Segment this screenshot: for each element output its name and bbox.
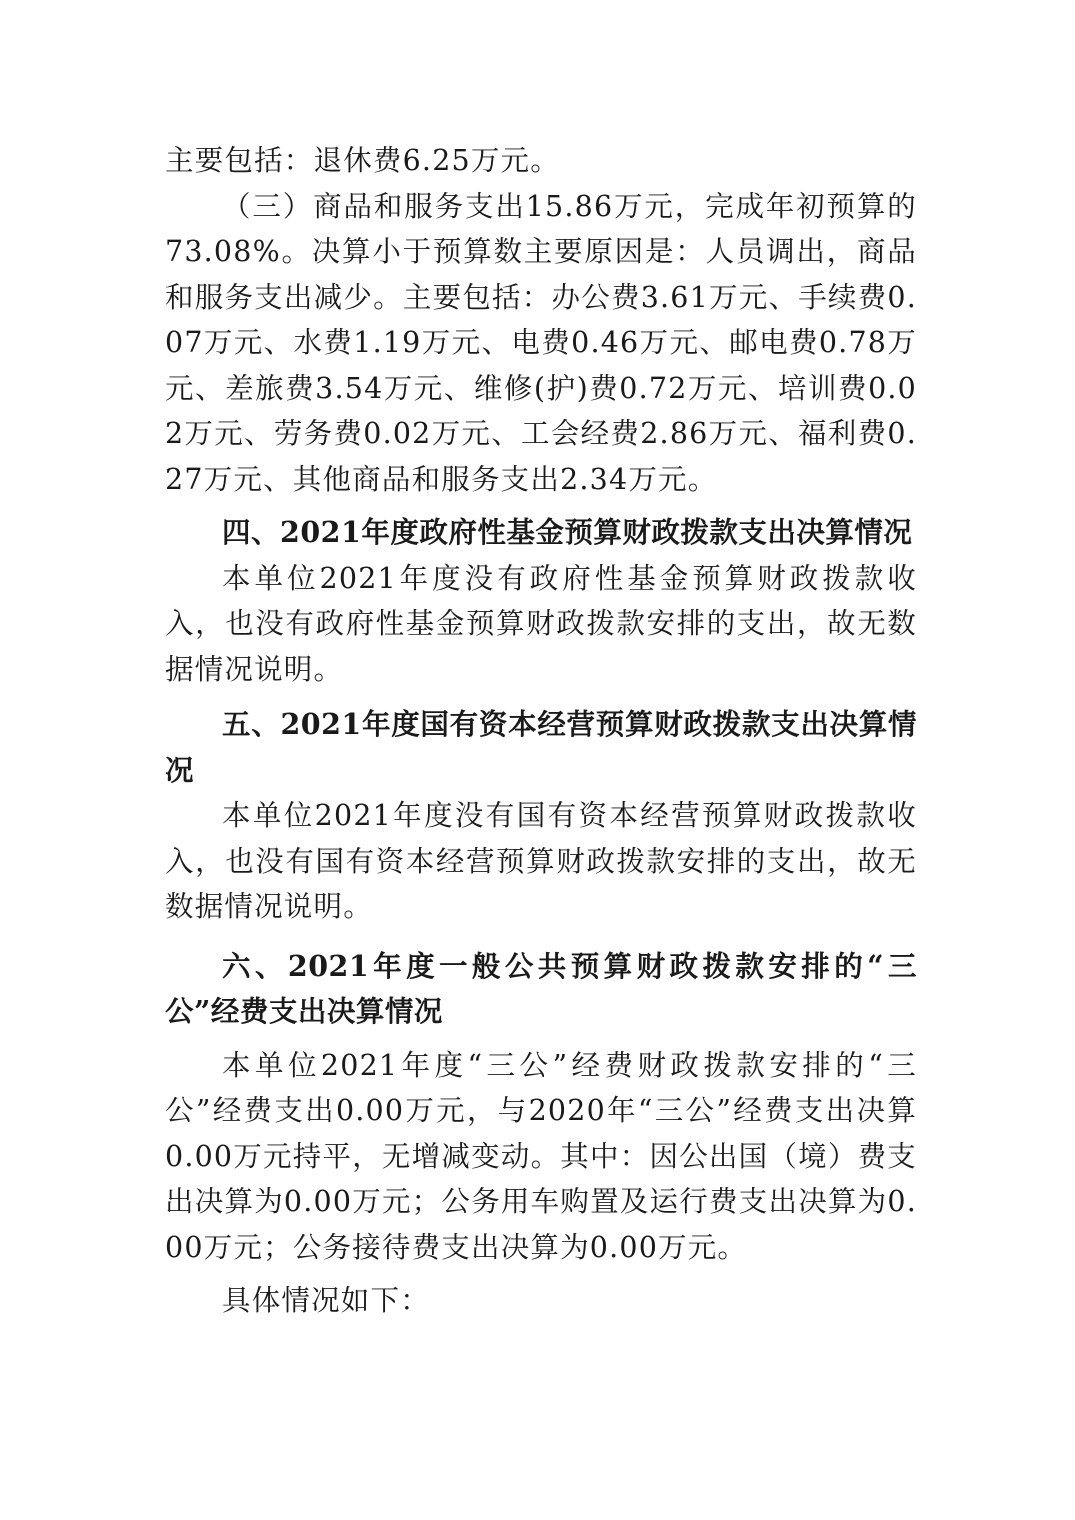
spacer bbox=[165, 1270, 917, 1278]
spacer bbox=[165, 692, 917, 702]
document-body bbox=[165, 138, 917, 1324]
paragraph-government-fund: 本单位2021年度没有政府性基金预算财政拨款收入，也没有政府性基金预算财政拨款安排的支出，故无数据情况说明。 bbox=[165, 561, 917, 686]
paragraph-goods-services: （三）商品和服务支出15.86万元，完成年初预算的73.08%。决算小于预算数主要原因是：人员调出，商品和服务支出减少。主要包括：办公费3.61万元、手续费0.07万元、水费1.19万元、电费0.46万元、邮电费0.78万元、差旅费3.54万元、维修(护)费0.72万元、培训费0.02万元、劳务费0.02万元、工会经费2.86万元、福利费0.27万元、其他商品和服务支出2.34万元。 bbox=[165, 189, 917, 496]
spacer bbox=[165, 1035, 917, 1043]
heading-section-6: 六、2021年度一般公共预算财政拨款安排的“三公”经费支出决算情况 bbox=[165, 948, 917, 1028]
spacer bbox=[165, 502, 917, 510]
paragraph-state-capital: 本单位2021年度没有国有资本经营预算财政拨款收入，也没有国有资本经营预算财政拨款安排的支出，故无数据情况说明。 bbox=[165, 799, 917, 923]
spacer bbox=[165, 930, 917, 944]
heading-section-5: 五、2021年度国有资本经营预算财政拨款支出决算情况 bbox=[165, 707, 917, 787]
paragraph-three-public-expenses: 本单位2021年度“三公”经费财政拨款安排的“三公”经费支出0.00万元，与2020年“三公”经费支出决算0.00万元持平，无增减变动。其中：因公出国（境）费支出决算为0.00万元；公务用车购置及运行费支出决算为0.00万元；公务接待费支出决算为0.00万元。 bbox=[165, 1048, 917, 1264]
heading-section-4: 四、2021年度政府性基金预算财政拨款支出决算情况 bbox=[222, 515, 913, 549]
paragraph-retirement: 主要包括：退休费6.25万元。 bbox=[165, 144, 560, 177]
paragraph-details-intro: 具体情况如下： bbox=[222, 1284, 430, 1317]
